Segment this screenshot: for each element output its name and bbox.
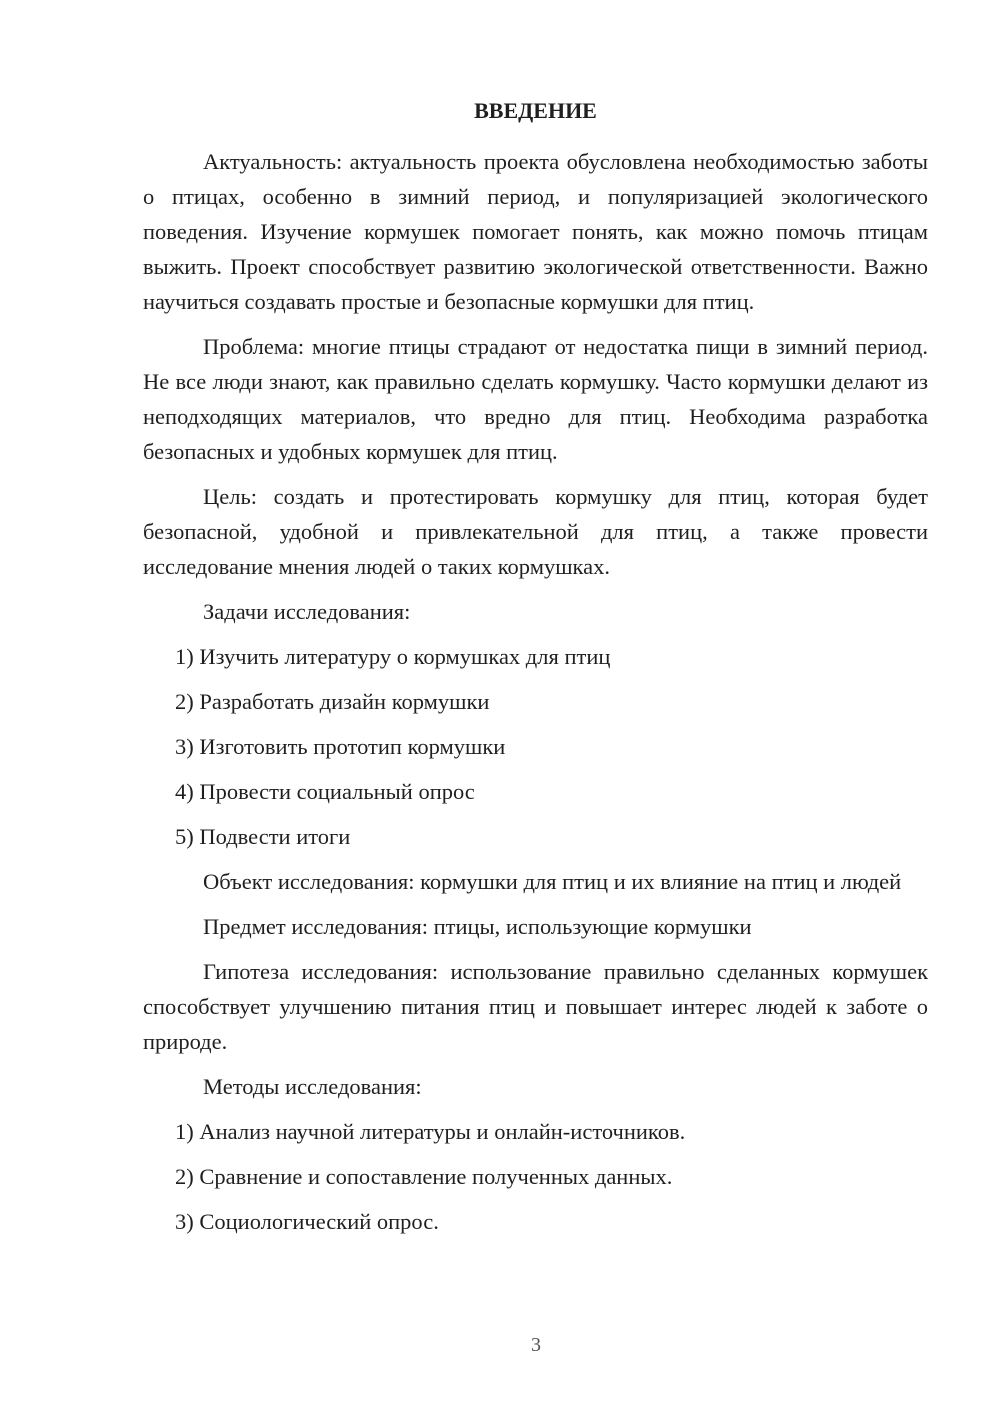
tasks-heading: Задачи исследования: bbox=[203, 599, 411, 624]
task-item-3: 3) Изготовить прототип кормушки bbox=[175, 734, 506, 759]
methods-heading: Методы исследования: bbox=[203, 1074, 422, 1099]
task-item-2: 2) Разработать дизайн кормушки bbox=[175, 689, 490, 714]
method-item-2: 2) Сравнение и сопоставление полученных данных. bbox=[175, 1164, 673, 1189]
paragraph-relevance: Актуальность: актуальность проекта обусловлена необходимостью заботы о птицах, особенно в зимний период, и популяризацией экологического поведения. Изучение кормушек помогает понять, как можно помочь птицам выжить. Проект способствует развитию экологической ответственности. Важно научиться создавать простые и безопасные кормушки для птиц. bbox=[143, 149, 928, 314]
paragraph-goal: Цель: создать и протестировать кормушку для птиц, которая будет безопасной, удобной и привлекательной для птиц, а также провести исследование мнения людей о таких кормушках. bbox=[143, 484, 928, 579]
paragraph-subject: Предмет исследования: птицы, использующие кормушки bbox=[203, 914, 752, 939]
paragraph-problem: Проблема: многие птицы страдают от недостатка пищи в зимний период. Не все люди знают, как правильно сделать кормушку. Часто кормушки делают из неподходящих материалов, что вредно для птиц. Необходима разработка безопасных и удобных кормушек для птиц. bbox=[143, 334, 928, 464]
method-item-1: 1) Анализ научной литературы и онлайн-источников. bbox=[175, 1119, 686, 1144]
page-number: 3 bbox=[531, 1334, 541, 1356]
paragraph-hypothesis: Гипотеза исследования: использование правильно сделанных кормушек способствует улучшению питания птиц и повышает интерес людей к заботе о природе. bbox=[143, 959, 928, 1054]
method-item-3: 3) Социологический опрос. bbox=[175, 1209, 439, 1234]
document-body bbox=[143, 97, 928, 1249]
paragraph-object: Объект исследования: кормушки для птиц и их влияние на птиц и людей bbox=[203, 869, 902, 894]
task-item-5: 5) Подвести итоги bbox=[175, 824, 351, 849]
task-item-4: 4) Провести социальный опрос bbox=[175, 779, 475, 804]
task-item-1: 1) Изучить литературу о кормушках для птиц bbox=[175, 644, 611, 669]
section-title: ВВЕДЕНИЕ bbox=[474, 98, 597, 123]
